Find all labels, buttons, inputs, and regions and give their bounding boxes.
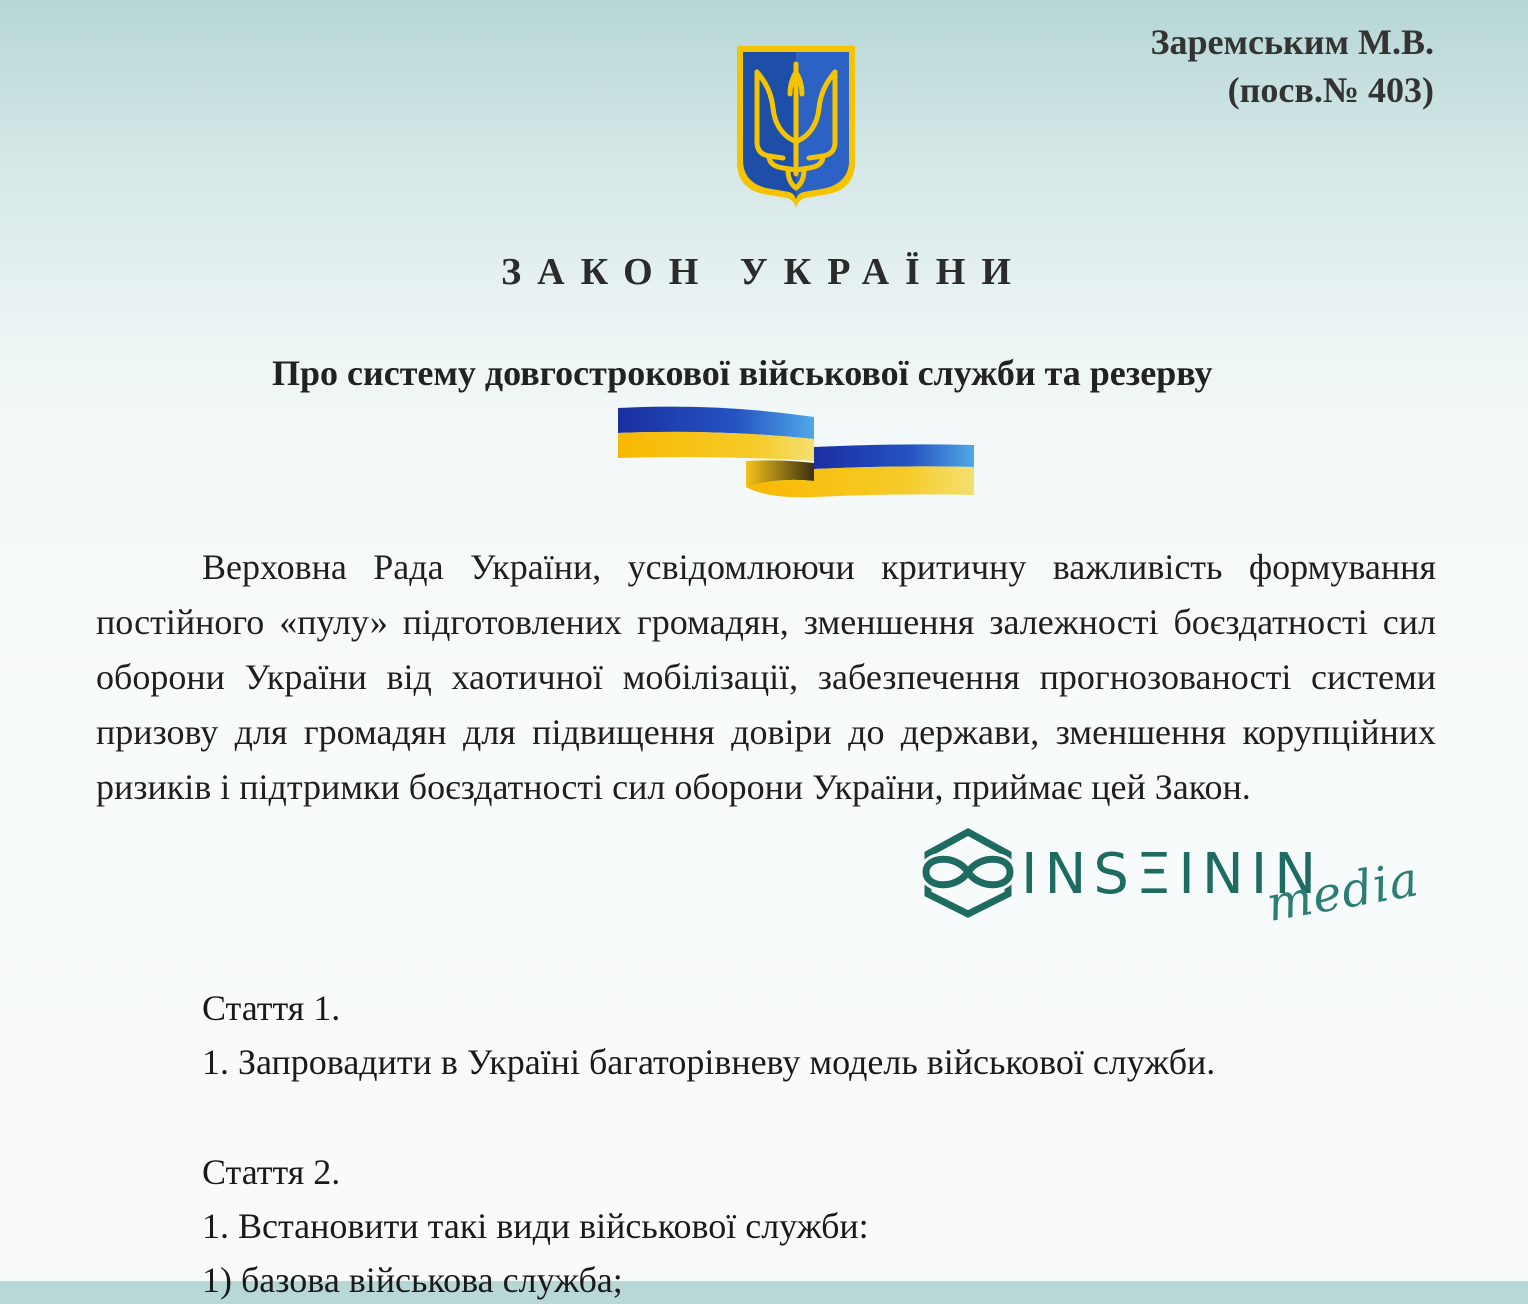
article-2-item-1: 1. Встановити такі види військової служби: [202,1206,869,1246]
preamble-paragraph: Верховна Рада України, усвідомлюючи критичну важливість формування постійного «пулу» підготовлених громадян, зменшення залежності боєздатності сил оборони України від хаотичної мобілізації, забезпечення прогнозованості системи призову для громадян для підвищення довіри до держави, зменшення корупційних ризиків і підтримки боєздатності сил оборони України, приймає цей Закон. [96,547,1436,807]
author-name: Заремським М.В. [1150,22,1434,62]
watermark-suffix: media [1262,851,1424,933]
flag-ribbon-icon [618,405,976,500]
author-block [1150,18,1434,114]
watermark [918,824,1424,939]
watermark-brand: INSΞININ [1021,842,1324,907]
article-1-heading: Стаття 1. [202,988,341,1028]
law-title: ЗАКОН УКРАЇНИ [501,251,1027,293]
law-subtitle: Про систему довгострокової військової служби та резерву [272,353,1213,393]
article-2-heading: Стаття 2. [202,1152,341,1192]
infinity-logo-icon [918,824,1018,919]
coat-of-arms-icon [733,42,859,212]
author-registration: (посв.№ 403) [1227,70,1434,110]
article-2-subitem-1: 1) базова військова служба; [202,1260,623,1300]
article-1-item-1: 1. Запровадити в Україні багаторівневу модель військової служби. [202,1042,1216,1082]
